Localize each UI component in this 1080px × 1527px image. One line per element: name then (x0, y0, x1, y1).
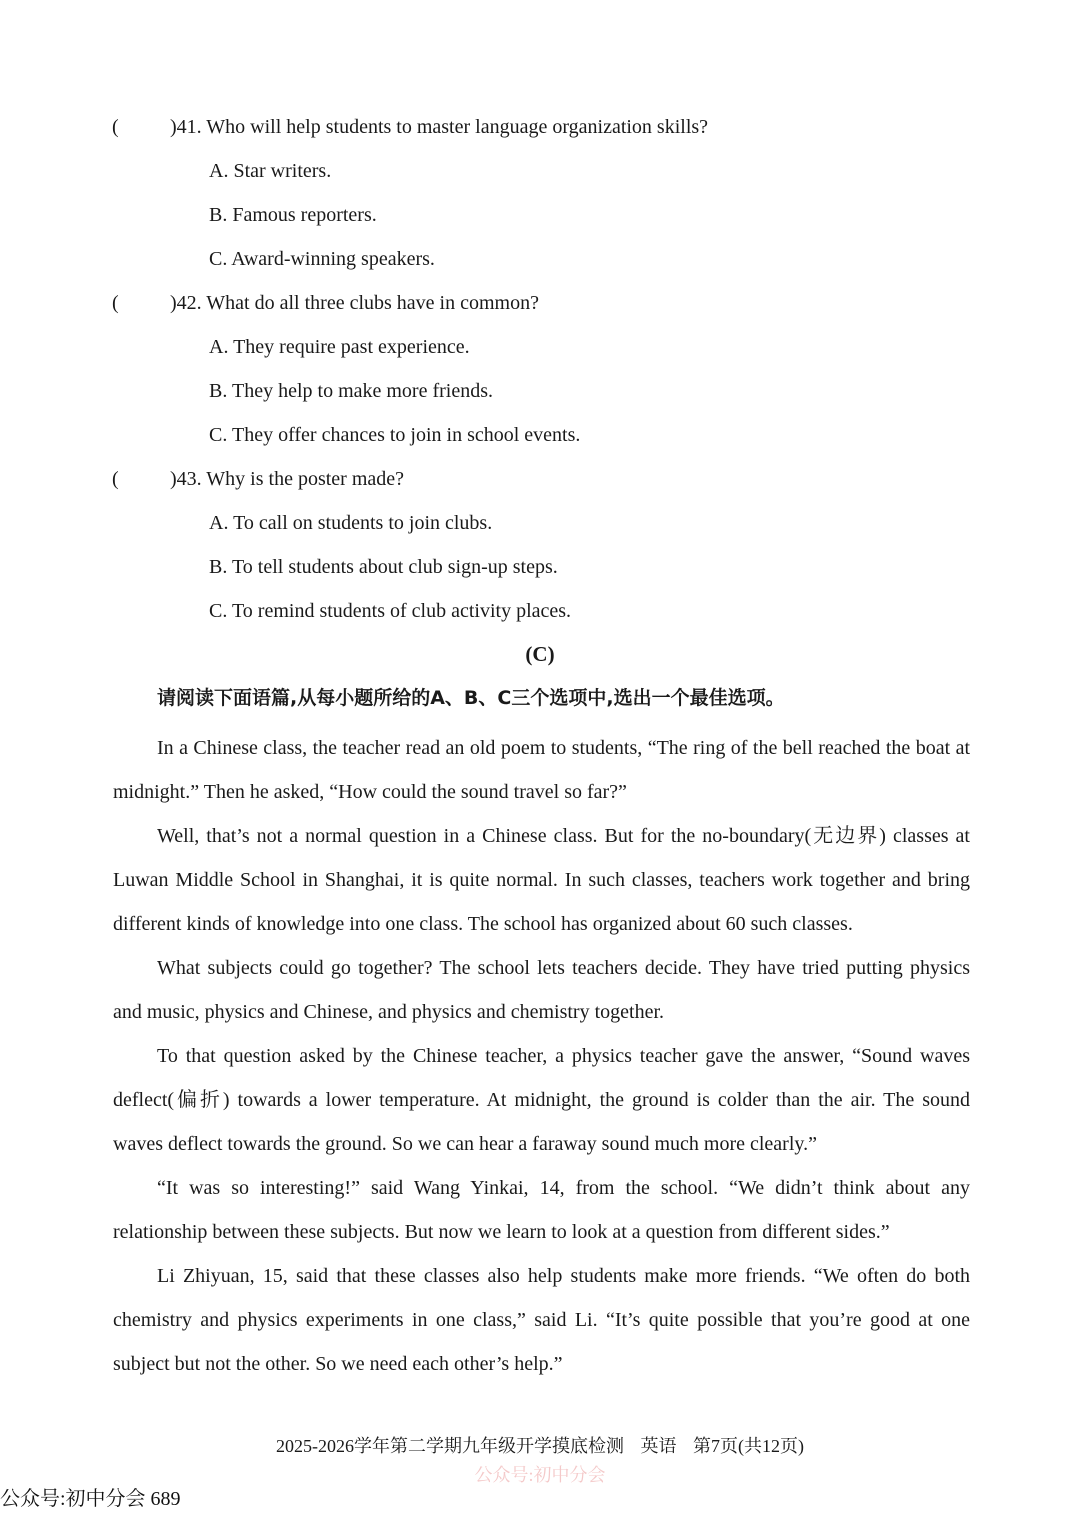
question-42 (112, 291, 539, 315)
reading-passage (113, 726, 970, 1386)
passage-paragraph: Li Zhiyuan, 15, said that these classes also help students make more friends. “We often do both chemistry and physics experiments in one class,” said Li. “It’s quite possible that you’re good at one subject but not the other. So we need each other’s help.” (113, 1265, 970, 1375)
option-a: A. They require past experience. (209, 336, 470, 358)
option-a: A. To call on students to join clubs. (209, 512, 493, 534)
option-b: B. Famous reporters. (209, 204, 377, 226)
question-text: )43. Why is the poster made? (170, 468, 405, 490)
answer-blank: ( (112, 292, 119, 314)
passage-paragraph: To that question asked by the Chinese teacher, a physics teacher gave the answer, “Sound waves deflect(偏折) towards a lower temperature. At midnight, the ground is colder than the air. The sound waves deflect towards the ground. So we can hear a faraway sound much more clearly.” (113, 1045, 970, 1155)
question-41 (112, 115, 708, 139)
option-c: C. Award-winning speakers. (209, 248, 435, 270)
question-text: )41. Who will help students to master language organization skills? (170, 116, 709, 138)
passage-paragraph: “It was so interesting!” said Wang Yinkai, 14, from the school. “We didn’t think about any relationship between these subjects. But now we learn to look at a question from different sides.” (113, 1177, 970, 1243)
answer-blank: ( (112, 468, 119, 490)
section-title: (C) (525, 642, 555, 666)
option-a: A. Star writers. (209, 160, 332, 182)
answer-blank: ( (112, 116, 119, 138)
option-c: C. To remind students of club activity places. (209, 600, 572, 622)
option-b: B. To tell students about club sign-up steps. (209, 556, 558, 578)
exam-title: 2025-2026学年第二学期九年级开学摸底检测 (276, 1436, 624, 1456)
subject-name: 英语 (640, 1436, 677, 1456)
question-text: )42. What do all three clubs have in common? (170, 292, 539, 314)
page-number: 第7页(共12页) (693, 1436, 804, 1456)
watermark-bottom: 公众号:初中分会 689 (0, 1488, 181, 1510)
watermark-faint: 公众号:初中分会 (474, 1465, 606, 1485)
question-43 (112, 467, 404, 491)
option-c: C. They offer chances to join in school events. (209, 424, 581, 446)
section-instruction: 请阅读下面语篇,从每小题所给的A、B、C三个选项中,选出一个最佳选项。 (157, 687, 785, 709)
passage-paragraph: Well, that’s not a normal question in a Chinese class. But for the no-boundary(无边界) classes at Luwan Middle School in Shanghai, it is quite normal. In such classes, teachers work together and bring different kinds of knowledge into one class. The school has organized about 60 such classes. (113, 825, 970, 935)
passage-paragraph: What subjects could go together? The school lets teachers decide. They have tried putting physics and music, physics and Chinese, and physics and chemistry together. (113, 957, 970, 1023)
page-footer (0, 1434, 1080, 1458)
passage-paragraph: In a Chinese class, the teacher read an old poem to students, “The ring of the bell reached the boat at midnight.” Then he asked, “How could the sound travel so far?” (113, 737, 970, 803)
option-b: B. They help to make more friends. (209, 380, 494, 402)
